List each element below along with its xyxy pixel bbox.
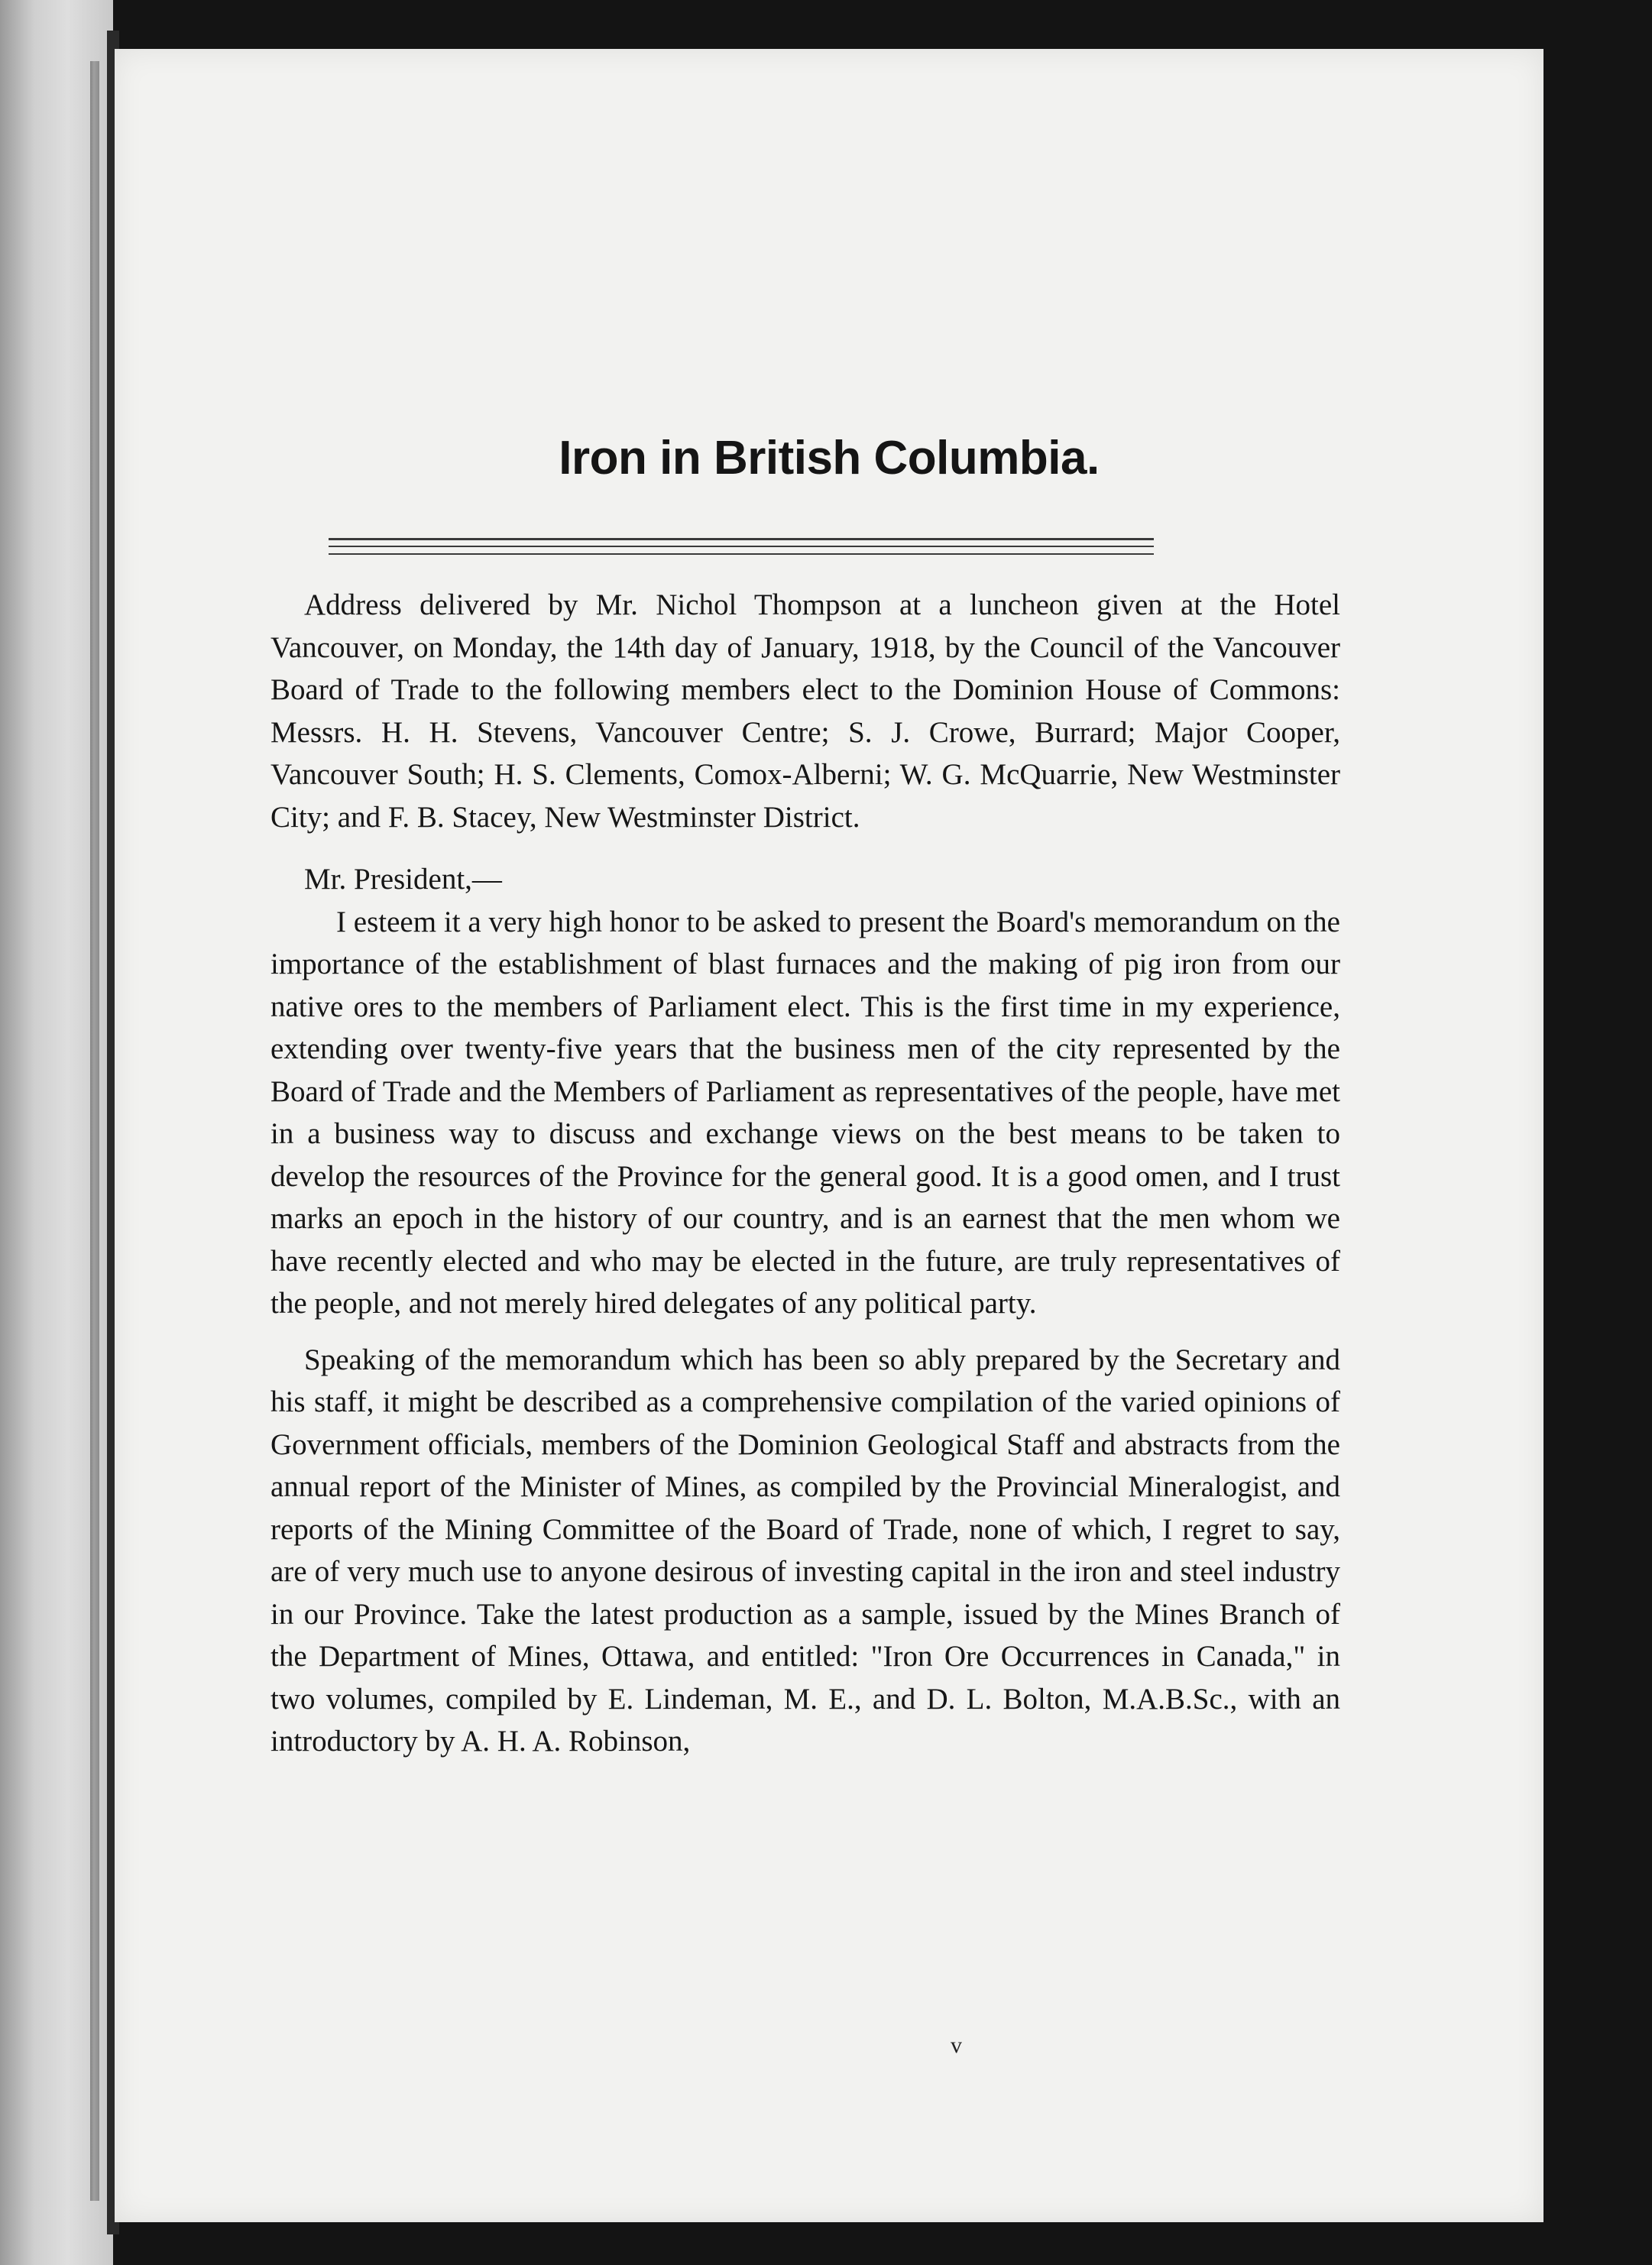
document-body	[270, 584, 1340, 1777]
body-paragraph: I esteem it a very high honor to be asked to present the Board's memorandum on the importance of the establishment of blast furnaces and the making of pig iron from our native ores to the members of Parliament elect. This is the first time in my experience, extending over twenty-five years that the business men of the city represented by the Board of Trade and the Members of Parliament as representatives of the people, have met in a business way to discuss and exchange views on the best means to be taken to develop the resources of the Province for the general good. It is a good omen, and I trust marks an epoch in the history of our country, and is an earnest that the men whom we have recently elected and who may be elected in the future, are truly representatives of the people, and not merely hired delegates of any political party.	[270, 905, 1340, 1320]
title-rule	[329, 546, 1154, 547]
salutation: Mr. President,—	[304, 863, 502, 896]
title-rule	[329, 553, 1154, 555]
intro-paragraph: Address delivered by Mr. Nichol Thompson at a luncheon given at the Hotel Vancouver, on Monday, the 14th day of January, 1918, by the Council of the Vancouver Board of Trade to the following members elect to the Dominion House of Commons: Messrs. H. H. Stevens, Vancouver Centre; S. J. Crowe, Burrard; Major Cooper, Vancouver South; H. S. Clements, Comox-Alberni; W. G. McQuarrie, New Westminster City; and F. B. Stacey, New Westminster District.	[270, 588, 1340, 834]
title-rule	[329, 538, 1154, 540]
page-title: Iron in British Columbia.	[559, 432, 1100, 484]
document-page	[115, 49, 1543, 2222]
page-fold-shadow	[90, 61, 99, 2201]
page-folio: v	[951, 2033, 962, 2058]
body-paragraph: Speaking of the memorandum which has been so ably prepared by the Secretary and his staff, it might be described as a comprehensive compilation of the varied opinions of Government officials, members of the Dominion Geological Staff and abstracts from the annual report of the Minister of Mines, as compiled by the Provincial Mineralogist, and reports of the Mining Committee of the Board of Trade, none of which, I regret to say, are of very much use to anyone desirous of investing capital in the iron and steel industry in our Province. Take the latest production as a sample, issued by the Mines Branch of the Department of Mines, Ottawa, and entitled: "Iron Ore Occurrences in Canada," in two volumes, compiled by E. Lindeman, M. E., and D. L. Bolton, M.A.B.Sc., with an introductory by A. H. A. Robinson,	[270, 1343, 1340, 1758]
